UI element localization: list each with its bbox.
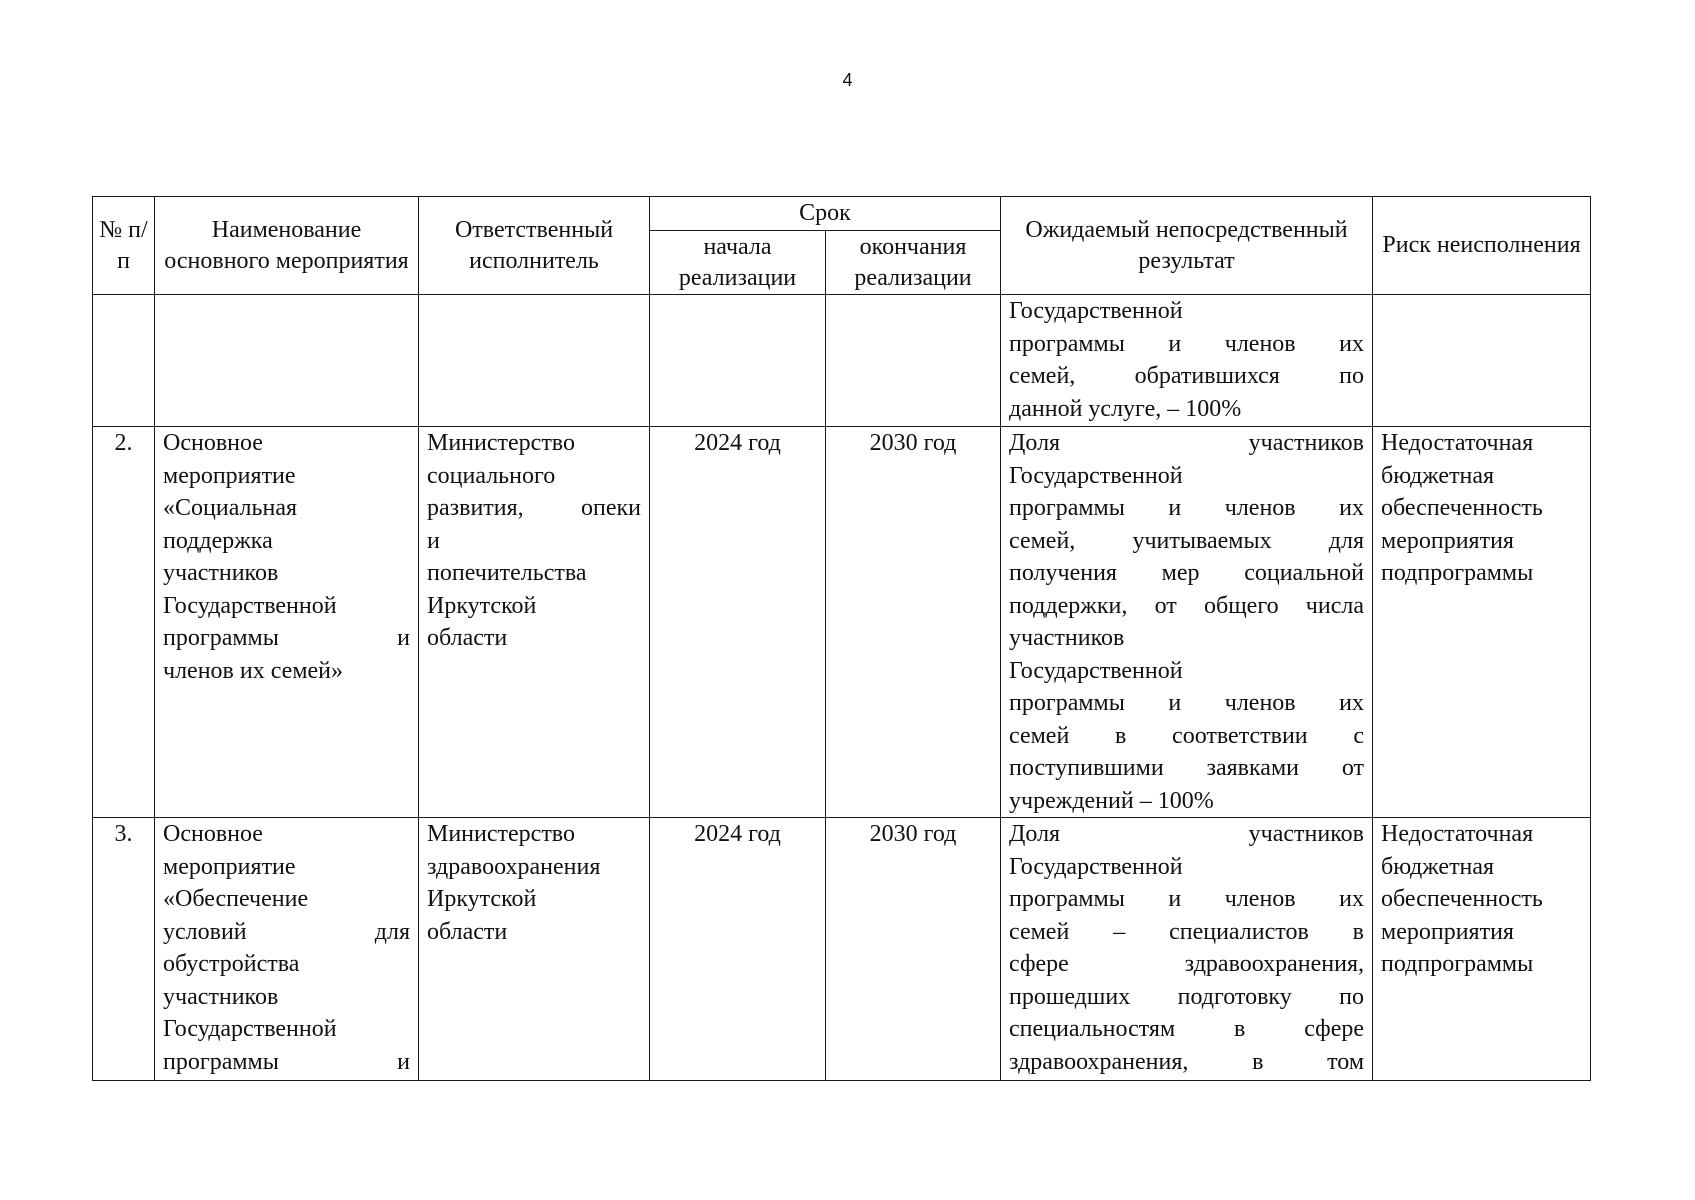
row-result bbox=[1001, 818, 1373, 1081]
header-executor: Ответственный исполнитель bbox=[419, 197, 650, 295]
name-line: «Социальная bbox=[163, 495, 298, 521]
name-line: Государственной bbox=[163, 1016, 337, 1042]
result-line: Государственной bbox=[1009, 853, 1183, 880]
executor-line: области bbox=[427, 625, 508, 651]
name-line: мероприятие bbox=[163, 853, 296, 880]
name-line: поддержка bbox=[163, 527, 273, 554]
table-header bbox=[93, 197, 1591, 295]
row-executor bbox=[419, 295, 650, 427]
row-risk bbox=[1373, 295, 1591, 427]
result-line: семей – специалистов в bbox=[1009, 918, 1365, 945]
name-line: участников bbox=[163, 560, 279, 586]
result-line: здравоохранения, в том bbox=[1009, 1048, 1365, 1075]
executor-line: здравоохранения bbox=[427, 853, 601, 880]
row-end: 2030 год bbox=[826, 818, 1001, 1081]
result-line: сфере здравоохранения, bbox=[1009, 951, 1365, 977]
name-line: Основное bbox=[163, 430, 263, 456]
name-line: участников bbox=[163, 983, 279, 1010]
risk-line: Недостаточная bbox=[1381, 821, 1534, 847]
row-end: 2030 год bbox=[826, 427, 1001, 818]
risk-line: бюджетная bbox=[1381, 462, 1495, 489]
result-line: участников bbox=[1009, 625, 1125, 651]
result-line: программы и членов их bbox=[1009, 330, 1365, 357]
risk-line: обеспеченность bbox=[1381, 495, 1543, 521]
table-row bbox=[93, 295, 1591, 427]
row-executor bbox=[419, 818, 650, 1081]
header-end: окончания реализации bbox=[826, 231, 1001, 295]
row-name bbox=[155, 818, 419, 1081]
row-result bbox=[1001, 427, 1373, 818]
executor-line: и bbox=[427, 527, 440, 554]
result-line: Государственной bbox=[1009, 462, 1183, 489]
risk-line: мероприятия bbox=[1381, 527, 1514, 554]
name-line: Основное bbox=[163, 821, 263, 847]
row-end bbox=[826, 295, 1001, 427]
risk-line: бюджетная bbox=[1381, 853, 1495, 880]
row-start: 2024 год bbox=[650, 427, 826, 818]
result-line: специальностям в сфере bbox=[1009, 1016, 1365, 1042]
row-num: 3. bbox=[93, 818, 155, 1081]
result-line: поступившими заявками от bbox=[1009, 755, 1365, 781]
risk-line: мероприятия bbox=[1381, 918, 1514, 945]
page-number: 4 bbox=[842, 70, 853, 90]
result-line: Доля участников bbox=[1009, 821, 1365, 847]
name-line: условий для bbox=[163, 918, 410, 945]
result-line: данной услуге, – 100% bbox=[1009, 395, 1242, 422]
row-start bbox=[650, 295, 826, 427]
result-line: программы и членов их bbox=[1009, 495, 1365, 521]
risk-line: подпрограммы bbox=[1381, 951, 1534, 977]
row-executor bbox=[419, 427, 650, 818]
result-line: Доля участников bbox=[1009, 430, 1365, 456]
result-line: прошедших подготовку по bbox=[1009, 983, 1365, 1010]
measures-table bbox=[92, 196, 1591, 1081]
row-result bbox=[1001, 295, 1373, 427]
result-line: поддержки, от общего числа bbox=[1009, 592, 1365, 619]
name-line: обустройства bbox=[163, 951, 300, 977]
executor-line: Иркутской bbox=[427, 886, 537, 912]
row-num: 2. bbox=[93, 427, 155, 818]
row-risk bbox=[1373, 427, 1591, 818]
executor-line: развития, опеки bbox=[427, 495, 641, 521]
name-line: программы и bbox=[163, 1048, 410, 1075]
result-line: семей, обратившихся по bbox=[1009, 363, 1365, 389]
result-line: получения мер социальной bbox=[1009, 560, 1365, 586]
header-risk: Риск неисполнения bbox=[1373, 197, 1591, 295]
executor-line: социального bbox=[427, 462, 556, 489]
header-start: начала реализации bbox=[650, 231, 826, 295]
executor-line: попечительства bbox=[427, 560, 587, 586]
name-line: Государственной bbox=[163, 592, 337, 619]
row-name bbox=[155, 295, 419, 427]
result-line: семей, учитываемых для bbox=[1009, 527, 1365, 554]
row-name bbox=[155, 427, 419, 818]
risk-line: подпрограммы bbox=[1381, 560, 1534, 586]
row-start: 2024 год bbox=[650, 818, 826, 1081]
header-result: Ожидаемый непосредственный результат bbox=[1001, 197, 1373, 295]
row-num bbox=[93, 295, 155, 427]
executor-line: Министерство bbox=[427, 430, 575, 456]
result-line: учреждений – 100% bbox=[1009, 787, 1214, 814]
table-row bbox=[93, 818, 1591, 1081]
name-line: мероприятие bbox=[163, 462, 296, 489]
header-name: Наименование основного мероприятия bbox=[155, 197, 419, 295]
risk-line: Недостаточная bbox=[1381, 430, 1534, 456]
result-line: программы и членов их bbox=[1009, 886, 1365, 912]
executor-line: Министерство bbox=[427, 821, 575, 847]
risk-line: обеспеченность bbox=[1381, 886, 1543, 912]
header-num: № п/п bbox=[93, 197, 155, 295]
executor-line: области bbox=[427, 918, 508, 945]
result-line: Государственной bbox=[1009, 298, 1183, 324]
result-line: программы и членов их bbox=[1009, 690, 1365, 716]
result-line: семей в соответствии с bbox=[1009, 722, 1365, 749]
name-line: членов их семей» bbox=[163, 657, 343, 684]
name-line: «Обеспечение bbox=[163, 886, 309, 912]
row-risk bbox=[1373, 818, 1591, 1081]
table-row bbox=[93, 427, 1591, 818]
result-line: Государственной bbox=[1009, 657, 1183, 684]
name-line: программы и bbox=[163, 625, 410, 651]
executor-line: Иркутской bbox=[427, 592, 537, 619]
header-term: Срок bbox=[650, 197, 1001, 231]
